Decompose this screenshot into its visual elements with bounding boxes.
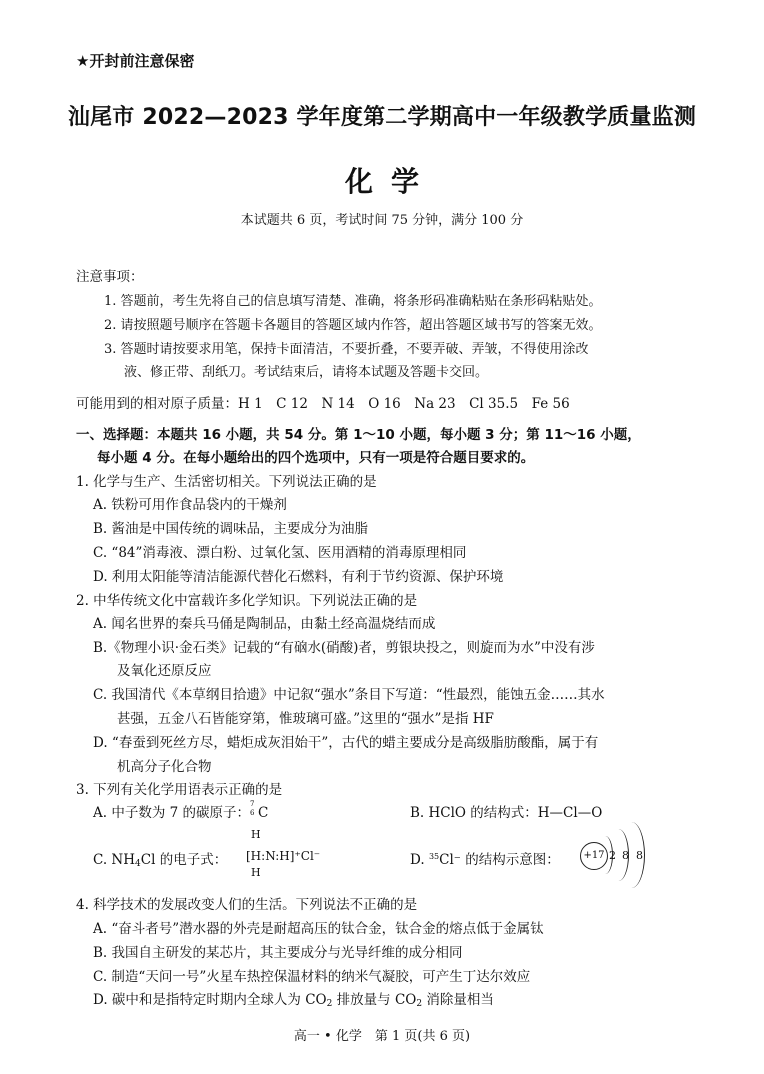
- note-item: 液、修正带、刮纸刀。考试结束后，请将本试题及答题卡交回。: [124, 365, 489, 380]
- option-d: D. 碳中和是指特定时期内全球人为 $CO_2$ 排放量与 $CO_2$ 消除量相当: [93, 992, 494, 1009]
- shell-electron-count: 2: [609, 849, 616, 862]
- exam-info: 本试题共 6 页，考试时间 75 分钟，满分 100 分: [240, 213, 524, 228]
- note-item: 2. 请按照题号顺序在答题卡各题目的答题区域内作答，超出答题区域书写的答案无效。: [104, 318, 602, 333]
- question-stem: 3. 下列有关化学用语表示正确的是: [76, 782, 283, 798]
- note-item: 3. 答题时请按要求用笔，保持卡面清洁，不要折叠，不要弄破、弄皱，不得使用涂改: [104, 342, 589, 357]
- option-c: C. $NH_4Cl$ 的电子式：: [93, 852, 228, 869]
- subject-title: 化学: [344, 165, 437, 198]
- option-d: D. 利用太阳能等清洁能源代替化石燃料，有利于节约资源、保护环境: [93, 569, 504, 585]
- option-c: C. “84”消毒液、漂白粉、过氧化氢、医用酒精的消毒原理相同: [93, 545, 467, 561]
- option-b: B.《物理小识·金石类》记载的“有硇水(硝酸)者，剪银块投之，则旋而为水”中没有涉: [93, 640, 595, 656]
- atomic-masses: 可能用到的相对原子质量：H 1 C 12 N 14 O 16 Na 23 Cl 35.5 Fe 56: [76, 396, 570, 412]
- section-instruction: 一、选择题：本题共 16 小题，共 54 分。第 1～10 小题，每小题 3 分；第 11～16 小题，: [76, 427, 641, 443]
- option-b: B. 我国自主研发的某芯片，其主要成分与光导纤维的成分相同: [93, 945, 463, 961]
- option-d: D. “春蚕到死丝方尽，蜡炬成灰泪始干”，古代的蜡主要成分是高级脂肪酸酯，属于有: [93, 735, 599, 751]
- nh4cl-electron-formula: [H:N:H]⁺Cl⁻: [246, 849, 321, 863]
- question-stem: 4. 科学技术的发展改变人们的生活。下列说法不正确的是: [76, 897, 418, 913]
- question-stem: 1. 化学与生产、生活密切相关。下列说法正确的是: [76, 474, 377, 490]
- electron-formula-top-h: H: [251, 828, 261, 841]
- option-a: A. 闻名世界的秦兵马俑是陶制品，由黏土经高温烧结而成: [93, 616, 436, 632]
- option-c: C. 我国清代《本草纲目拾遗》中记叙“强水”条目下写道：“性最烈，能蚀五金……其水: [93, 687, 605, 703]
- page-footer: 高一 • 化学 第 1 页(共 6 页): [293, 1029, 471, 1044]
- exam-title: 汕尾市 2022—2023 学年度第二学期高中一年级教学质量监测: [67, 105, 697, 130]
- section-instruction: 每小题 4 分。在每小题给出的四个选项中，只有一项是符合题目要求的。: [97, 450, 535, 466]
- option-a: A. “奋斗者号”潜水器的外壳是耐超高压的钛合金，钛合金的熔点低于金属钛: [93, 921, 544, 937]
- confidential-mark: ★开封前注意保密: [76, 52, 195, 70]
- option-b-cont: 及氧化还原反应: [117, 663, 212, 679]
- question-stem: 2. 中华传统文化中富载许多化学知识。下列说法正确的是: [76, 593, 418, 609]
- shell-electron-count: 8: [622, 849, 629, 862]
- electron-formula-bottom-h: H: [251, 866, 261, 879]
- option-a: A. 中子数为 7 的碳原子： 7 6 C: [93, 800, 269, 821]
- option-d: D. $^{35}$Cl⁻ 的结构示意图：: [410, 852, 560, 868]
- option-b: B. HClO 的结构式：H—Cl—O: [410, 805, 603, 821]
- nucleus-circle: +17: [580, 842, 608, 870]
- option-d-cont: 机高分子化合物: [117, 759, 212, 775]
- option-c: C. 制造“天问一号”火星车热控保温材料的纳米气凝胶，可产生丁达尔效应: [93, 969, 531, 985]
- notes-heading: 注意事项：: [76, 269, 144, 285]
- note-item: 1. 答题前，考生先将自己的信息填写清楚、准确，将条形码准确粘贴在条形码粘贴处。: [104, 294, 602, 309]
- option-c-cont: 甚强，五金八石皆能穿第，惟玻璃可盛。”这里的“强水”是指 HF: [117, 711, 494, 727]
- option-a: A. 铁粉可用作食品袋内的干燥剂: [93, 497, 287, 513]
- shell-electron-count: 8: [636, 849, 643, 862]
- option-b: B. 酱油是中国传统的调味品，主要成分为油脂: [93, 521, 369, 537]
